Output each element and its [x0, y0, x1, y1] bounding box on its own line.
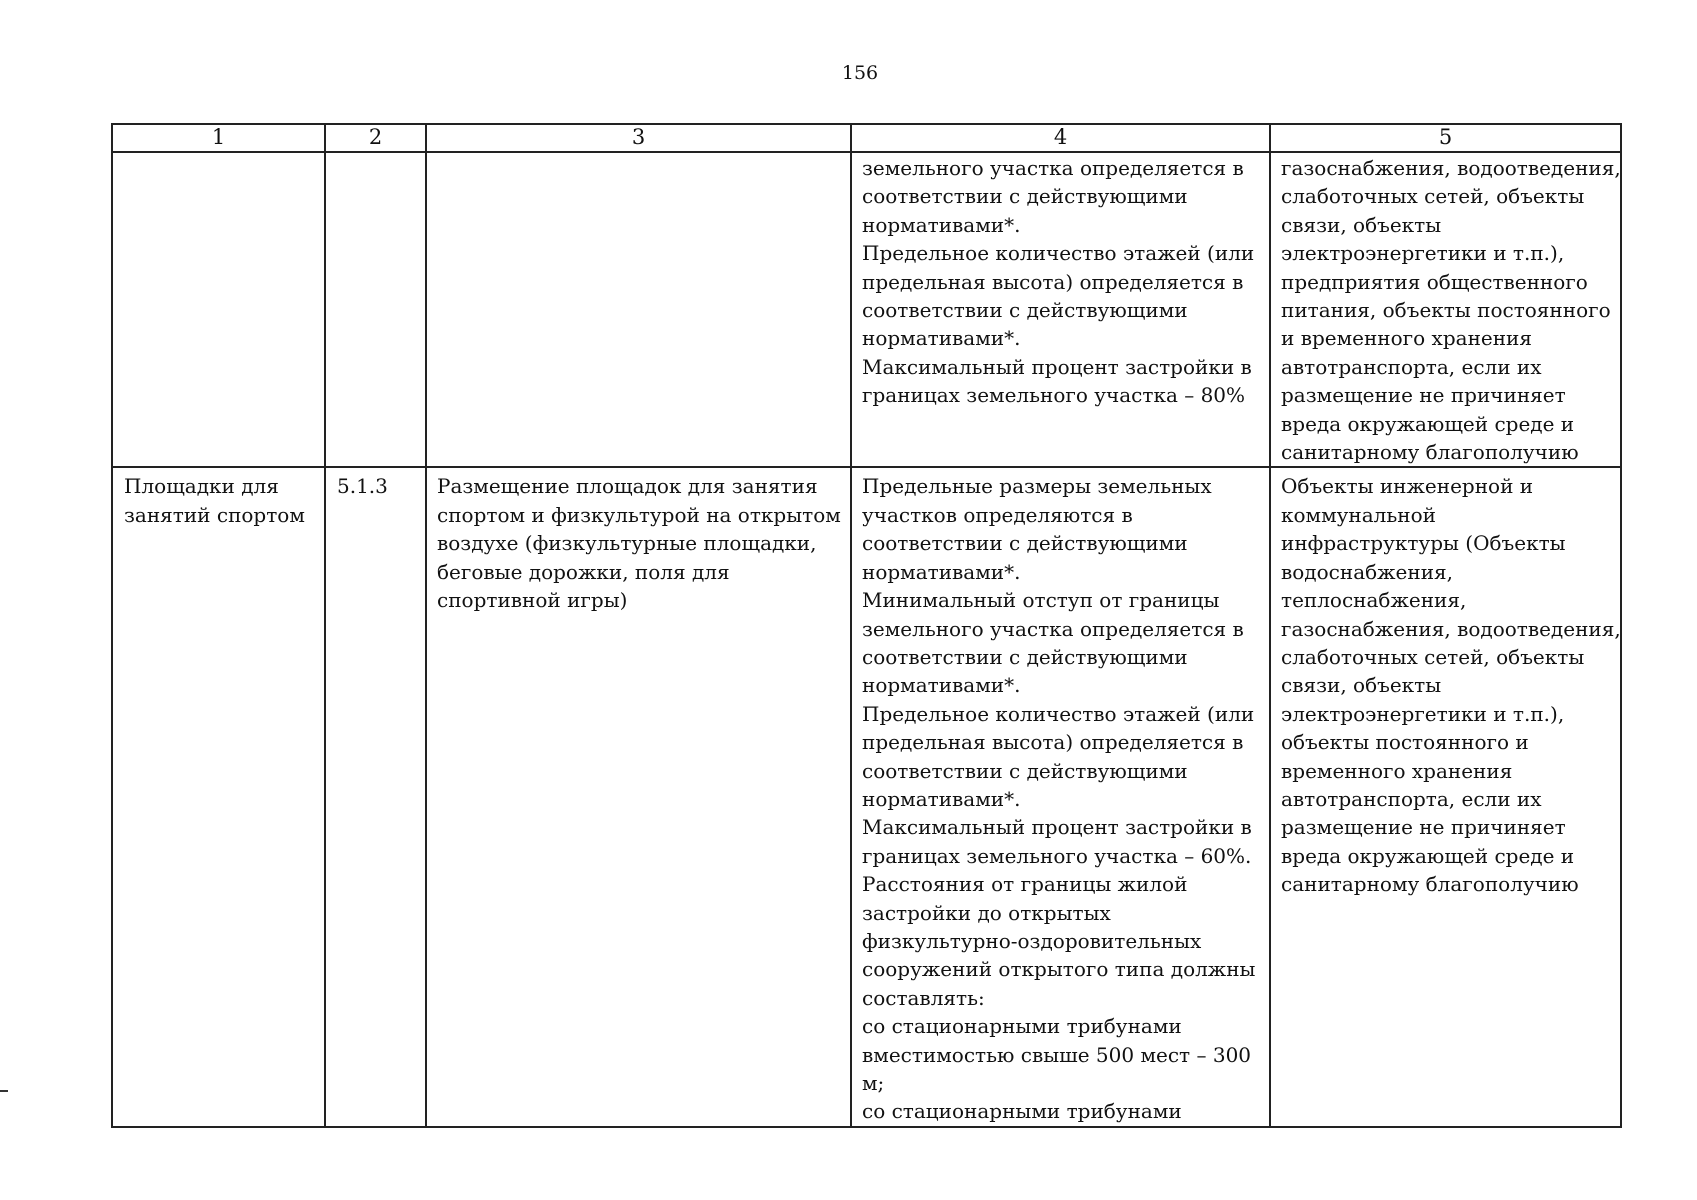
text-line: спортивной игры) [437, 588, 628, 613]
text-line: автотранспорта, если их [1281, 354, 1542, 379]
text-line: вреда окружающей среде и [1281, 411, 1575, 436]
text-line: автотранспорта, если их [1281, 786, 1542, 811]
text-line: воздухе (физкультурные площадки, [437, 531, 817, 556]
text-line: Расстояния от границы жилой [862, 872, 1188, 897]
cell-auxiliary-uses [1270, 467, 1621, 1126]
text-line: санитарному благополучию [1281, 872, 1579, 897]
text-line: Предельное количество этажей (или [862, 241, 1255, 266]
cell-use-name [112, 152, 325, 467]
text-line: водоснабжения, [1281, 559, 1454, 584]
text-line: Максимальный процент застройки в [862, 354, 1252, 379]
table-row [112, 152, 1621, 467]
text-line: спортом и физкультурой на открытом [437, 502, 841, 527]
text-line: физкультурно-оздоровительных [862, 928, 1202, 953]
text-line: газоснабжения, водоотведения, [1281, 616, 1621, 641]
text-line: соответствии с действующими [862, 644, 1188, 669]
header-col-3: 3 [426, 124, 851, 152]
text-line: слаботочных сетей, объекты [1281, 644, 1585, 669]
text-line: Максимальный процент застройки в [862, 815, 1252, 840]
table-header-row [112, 124, 1621, 152]
text-line: Предельные размеры земельных [862, 474, 1212, 499]
text-line: инфраструктуры (Объекты [1281, 531, 1566, 556]
text-line: электроэнергетики и т.п.), [1281, 701, 1565, 726]
header-col-2: 2 [325, 124, 426, 152]
zoning-table [111, 123, 1622, 1128]
text-line: Объекты инженерной и [1281, 474, 1534, 499]
text-line: питания, объекты постоянного [1281, 298, 1611, 323]
cell-use-name [112, 467, 325, 1126]
text-line: нормативами*. [862, 786, 1021, 811]
text-line: нормативами*. [862, 326, 1021, 351]
text-line: сооружений открытого типа должны [862, 957, 1256, 982]
text-line: коммунальной [1281, 502, 1436, 527]
text-line: беговые дорожки, поля для [437, 559, 730, 584]
text-line: соответствии с действующими [862, 531, 1188, 556]
cell-use-code [325, 152, 426, 467]
table-row [112, 467, 1621, 1126]
text-line: предельная высота) определяется в [862, 730, 1244, 755]
text-line: со стационарными трибунами [862, 1014, 1182, 1039]
text-line: теплоснабжения, [1281, 588, 1467, 613]
text-line: размещение не причиняет [1281, 815, 1566, 840]
text-line: земельного участка определяется в [862, 616, 1244, 641]
text-line: газоснабжения, водоотведения, [1281, 156, 1621, 180]
cell-parameters [851, 152, 1270, 467]
margin-mark [0, 1090, 8, 1092]
text-line: границах земельного участка – 80% [862, 383, 1246, 408]
text-line: связи, объекты [1281, 212, 1442, 237]
text-line: связи, объекты [1281, 673, 1442, 698]
text-line: соответствии с действующими [862, 184, 1188, 209]
header-col-5: 5 [1270, 124, 1621, 152]
text-line: Площадки для [124, 474, 279, 499]
text-line: Размещение площадок для занятия [437, 474, 818, 499]
text-line: границах земельного участка – 60%. [862, 843, 1252, 868]
text-line: вместимостью свыше 500 мест – 300 [862, 1042, 1252, 1067]
text-line: нормативами*. [862, 673, 1021, 698]
text-line: электроэнергетики и т.п.), [1281, 241, 1565, 266]
text-line: вреда окружающей среде и [1281, 843, 1575, 868]
text-line: 5.1.3 [337, 474, 388, 499]
text-line: составлять: [862, 985, 985, 1010]
text-line: занятий спортом [124, 502, 305, 527]
text-line: Минимальный отступ от границы [862, 588, 1220, 613]
text-line: предприятия общественного [1281, 269, 1588, 294]
text-line: соответствии с действующими [862, 298, 1188, 323]
text-line: и временного хранения [1281, 326, 1533, 351]
text-line: нормативами*. [862, 559, 1021, 584]
header-col-4: 4 [851, 124, 1270, 152]
text-line: размещение не причиняет [1281, 383, 1566, 408]
cell-use-description [426, 467, 851, 1126]
text-line: нормативами*. [862, 212, 1021, 237]
cell-use-code [325, 467, 426, 1126]
text-line: соответствии с действующими [862, 758, 1188, 783]
text-line: со стационарными трибунами [862, 1099, 1182, 1124]
cell-parameters [851, 467, 1270, 1126]
text-line: слаботочных сетей, объекты [1281, 184, 1585, 209]
text-line: объекты постоянного и [1281, 730, 1529, 755]
header-col-1: 1 [112, 124, 325, 152]
cell-use-description [426, 152, 851, 467]
text-line: земельного участка определяется в [862, 156, 1244, 180]
text-line: Предельное количество этажей (или [862, 701, 1255, 726]
text-line: санитарному благополучию [1281, 440, 1579, 465]
text-line: м; [862, 1071, 885, 1095]
text-line: участков определяются в [862, 502, 1133, 527]
page-number: 156 [841, 62, 879, 84]
cell-auxiliary-uses [1270, 152, 1621, 467]
text-line: застройки до открытых [862, 900, 1111, 925]
text-line: временного хранения [1281, 758, 1513, 783]
text-line: предельная высота) определяется в [862, 269, 1244, 294]
